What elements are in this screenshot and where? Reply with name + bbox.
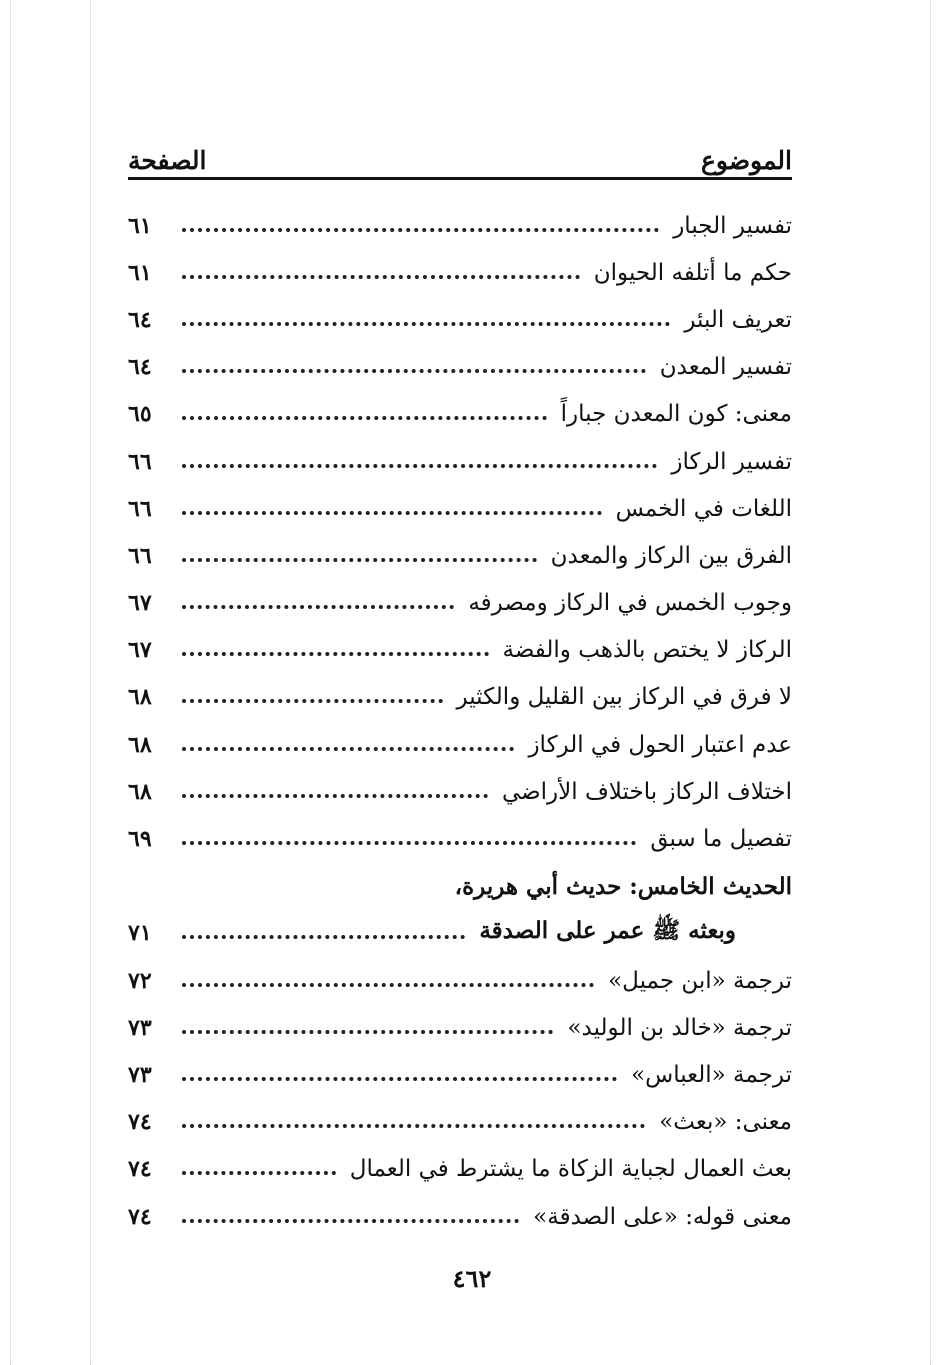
toc-entry-title: معنى قوله: «على الصدقة» (533, 1203, 792, 1230)
topic-column-label: الموضوع (701, 146, 792, 175)
toc-entry[interactable] (128, 580, 792, 627)
page-column-label: الصفحة (128, 146, 207, 175)
toc-entry[interactable] (128, 815, 792, 862)
dot-leader (182, 652, 489, 656)
toc-entry-title: معنى: كون المعدن جباراً (560, 401, 792, 428)
dot-leader (182, 322, 670, 326)
toc-entry-title: بعث العمال لجباية الزكاة ما يشترط في العمال (349, 1156, 792, 1183)
toc-entry[interactable] (128, 910, 792, 957)
dot-leader (182, 1124, 645, 1128)
dot-leader (182, 1077, 617, 1081)
toc-entry[interactable] (128, 1051, 792, 1098)
dot-leader (182, 1219, 519, 1223)
toc-entry-page: ٦١ (128, 212, 152, 239)
dot-leader (182, 228, 659, 232)
toc-entry-title: تفسير الركاز (671, 448, 792, 475)
toc-entry-page: ٦٩ (128, 826, 152, 853)
toc-entry[interactable] (128, 957, 792, 1004)
toc-entry-title: تعريف البئر (684, 306, 792, 333)
toc-entry-title: الركاز لا يختص بالذهب والفضة (502, 637, 792, 664)
toc-entry[interactable] (128, 1099, 792, 1146)
toc-entry-page: ٧٤ (128, 1109, 152, 1136)
dot-leader (182, 1030, 553, 1034)
toc-entry-title: الحديث الخامس: حديث أبي هريرة، (454, 872, 792, 900)
dot-leader (182, 464, 657, 468)
toc-entry-title: وجوب الخمس في الركاز ومصرفه (468, 590, 792, 617)
toc-entry-page: ٦٧ (128, 637, 152, 664)
toc-entry-title: تفسير المعدن (659, 354, 792, 381)
toc-entry-page: ٦٨ (128, 731, 152, 758)
toc-entry-title: وبعثه ﷺ عمر على الصدقة (479, 917, 736, 945)
toc-entry[interactable] (128, 768, 792, 815)
toc-section-heading[interactable] (128, 863, 792, 910)
toc-list (128, 202, 792, 1240)
toc-entry-title: ترجمة «ابن جميل» (608, 967, 792, 994)
page-number: ٤٦٢ (452, 1264, 492, 1293)
toc-header (128, 118, 792, 180)
toc-entry-page: ٧٣ (128, 1014, 152, 1041)
dot-leader (182, 416, 547, 420)
dot-leader (182, 275, 580, 279)
toc-entry[interactable] (128, 296, 792, 343)
dot-leader (182, 935, 465, 939)
dot-leader (182, 841, 636, 845)
toc-entry-title: الفرق بين الركاز والمعدن (550, 542, 792, 569)
toc-entry[interactable] (128, 721, 792, 768)
toc-entry-page: ٧٤ (128, 1203, 152, 1230)
toc-entry[interactable] (128, 532, 792, 579)
toc-entry-page: ٦٨ (128, 684, 152, 711)
dot-leader (182, 983, 594, 987)
toc-entry-page: ٧٤ (128, 1156, 152, 1183)
toc-entry-page: ٦٨ (128, 778, 152, 805)
scan-edge-dots-right (930, 0, 931, 1365)
toc-entry-title: تفسير الجبار (673, 212, 792, 239)
dot-leader (182, 558, 537, 562)
dot-leader (182, 794, 488, 798)
toc-entry[interactable] (128, 438, 792, 485)
toc-entry[interactable] (128, 1146, 792, 1193)
toc-page (128, 118, 792, 1240)
toc-entry-page: ٦٥ (128, 401, 152, 428)
dot-leader (182, 605, 454, 609)
toc-entry[interactable] (128, 202, 792, 249)
dot-leader (182, 369, 646, 373)
dot-leader (182, 747, 514, 751)
toc-entry-page: ٦١ (128, 259, 152, 286)
toc-entry-page: ٦٤ (128, 354, 152, 381)
toc-entry-title: لا فرق في الركاز بين القليل والكثير (456, 684, 792, 711)
toc-entry-page: ٦٦ (128, 448, 152, 475)
dot-leader (182, 1171, 336, 1175)
toc-entry-title: حكم ما أتلفه الحيوان (593, 259, 792, 286)
toc-entry[interactable] (128, 1004, 792, 1051)
toc-entry[interactable] (128, 391, 792, 438)
toc-entry[interactable] (128, 249, 792, 296)
dot-leader (182, 511, 602, 515)
toc-entry[interactable] (128, 344, 792, 391)
toc-entry[interactable] (128, 627, 792, 674)
toc-entry-title: عدم اعتبار الحول في الركاز (528, 731, 792, 758)
toc-entry-page: ٦٧ (128, 590, 152, 617)
toc-entry-page: ٧٣ (128, 1061, 152, 1088)
toc-entry-title: تفصيل ما سبق (650, 826, 792, 853)
toc-entry[interactable] (128, 485, 792, 532)
toc-entry-title: معنى: «بعث» (659, 1109, 792, 1136)
toc-entry[interactable] (128, 674, 792, 721)
toc-entry-title: ترجمة «العباس» (631, 1061, 792, 1088)
scan-edge-dots-left-2 (90, 0, 91, 1365)
dot-leader (182, 699, 443, 703)
toc-entry-page: ٦٦ (128, 495, 152, 522)
toc-entry-title: اللغات في الخمس (615, 495, 792, 522)
toc-entry-page: ٦٦ (128, 542, 152, 569)
toc-entry-page: ٦٤ (128, 306, 152, 333)
toc-entry-page: ٧١ (128, 920, 152, 947)
toc-entry-title: اختلاف الركاز باختلاف الأراضي (501, 778, 792, 805)
scan-edge-dots-left (10, 0, 11, 1365)
toc-entry[interactable] (128, 1193, 792, 1240)
toc-entry-page: ٧٢ (128, 967, 152, 994)
toc-entry-title: ترجمة «خالد بن الوليد» (567, 1014, 792, 1041)
